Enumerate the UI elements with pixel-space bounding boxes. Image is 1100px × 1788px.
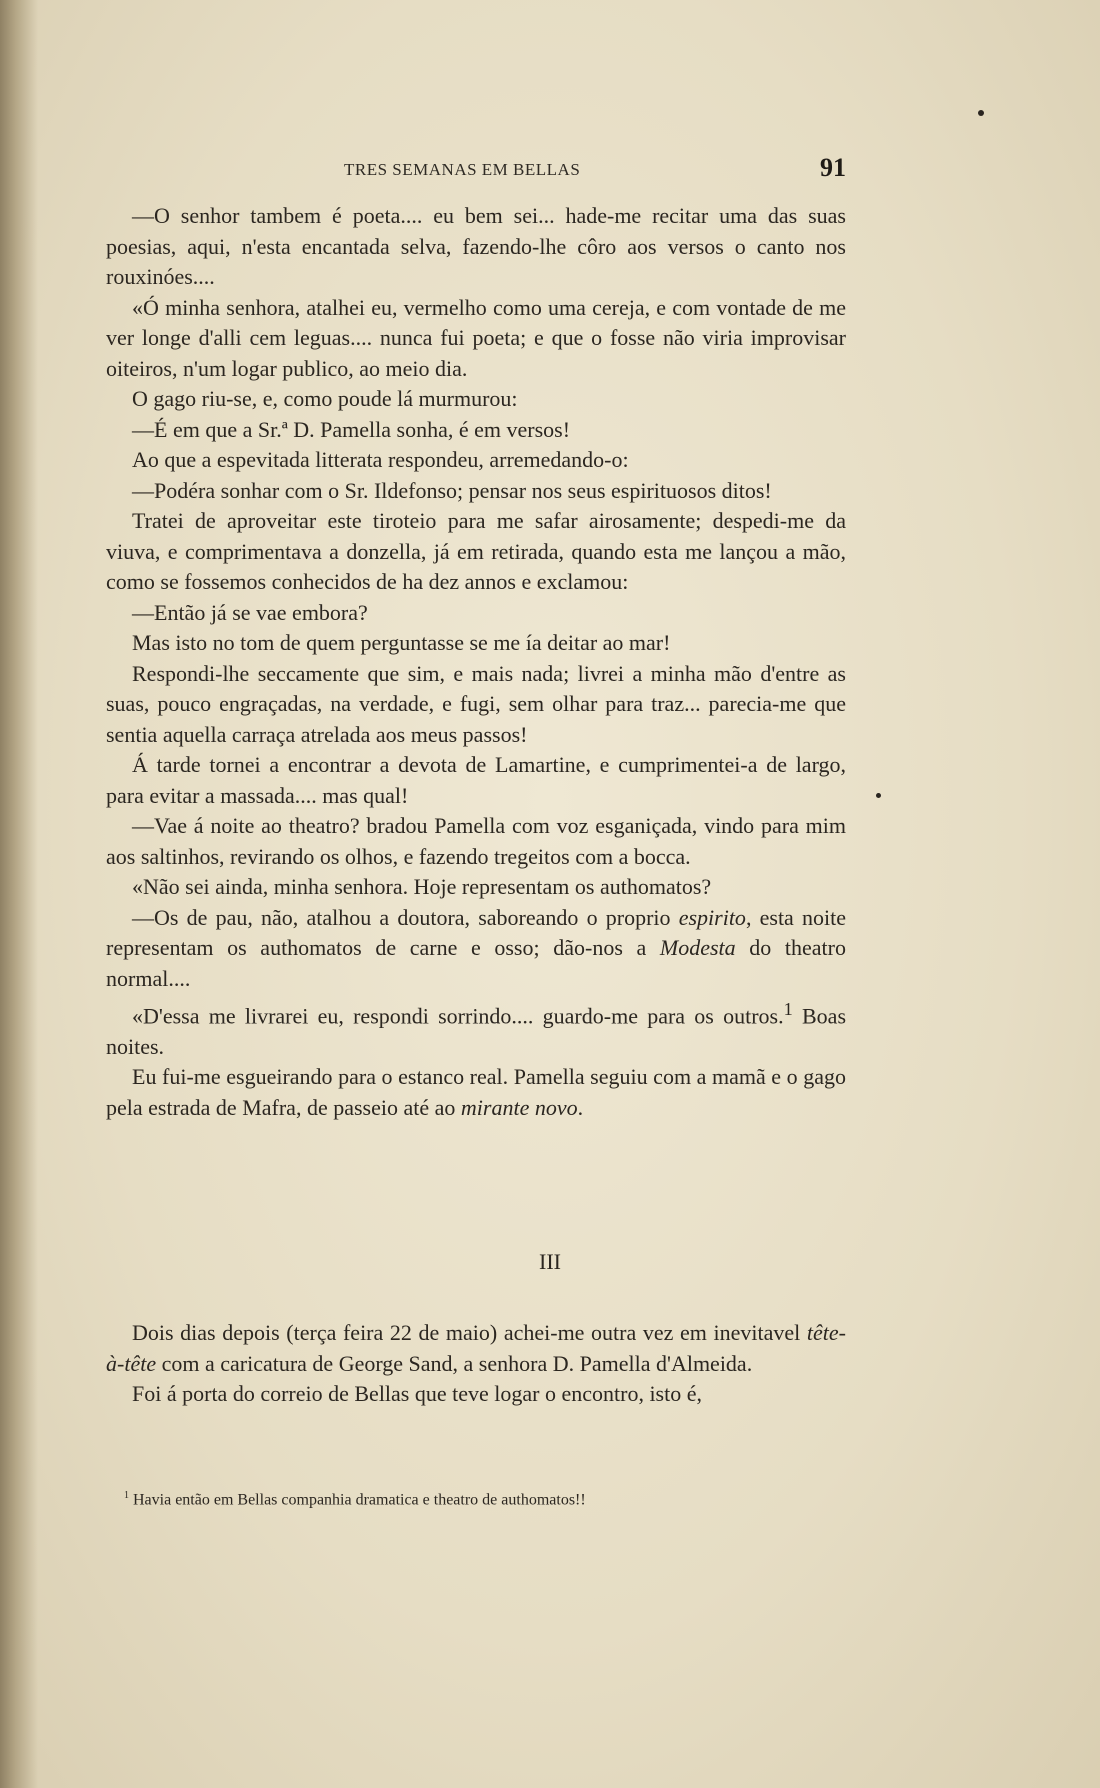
text-run: , esta noite representam os authomatos de carne e osso; dão-nos a [106,904,846,960]
ink-speck [876,793,881,798]
running-title: TRES SEMANAS EM BELLAS [344,160,581,179]
footnote-ref: 1 [783,999,793,1019]
paragraph: «Ó minha senhora, atalhei eu, vermelho como uma cereja, e com vontade de me ver longe d'alli cem leguas.... nunca fui poeta; e que o fosse não viria improvisar oiteiros, n'um logar publico, ao meio dia. [106,294,846,381]
paragraph [106,1062,846,1123]
italic-text: mirante novo [460,1094,578,1120]
footnote-mark: 1 [124,1490,129,1501]
paragraph: —O senhor tambem é poeta.... eu bem sei... hade-me recitar uma das suas poesias, aqui, n'esta encantada selva, fazendo-lhe côro aos versos o canto nos rouxinóes.... [106,203,846,289]
paragraph: —Então já se vae embora? [132,599,368,625]
text-run: —Os de pau, não, atalhou a doutora, saboreando o proprio [132,904,679,930]
paragraph: Respondi-lhe seccamente que sim, e mais nada; livrei a minha mão d'entre as suas, pouco engraçadas, na verdade, e fugi, sem olhar para traz... parecia-me que sentia aquella carraça atrelada aos meus passos! [106,660,846,747]
italic-text: tête-à-tête [106,1320,846,1376]
paragraph: Tratei de aproveitar este tiroteio para me safar airosamente; despedi-me da viuva, e comprimentava a donzella, já em retirada, quando esta me lançou a mão, como se fossemos conhecidos de ha dez annos e exclamou: [106,508,846,594]
text-run: «D'essa me livrarei eu, respondi sorrindo.... guardo-me para os outros. [132,1003,784,1029]
paragraph: O gago riu-se, e, como poude lá murmurou: [132,386,518,411]
footnote-text: Havia então em Bellas companhia dramatica e theatro de authomatos!! [129,1491,586,1509]
paragraph: —Podéra sonhar com o Sr. Ildefonso; pensar nos seus espirituosos ditos! [132,477,772,503]
paragraph: Mas isto no tom de quem perguntasse se me ía deitar ao mar! [132,630,671,655]
text-run: . [577,1094,584,1120]
text-run: com a caricatura de George Sand, a senhora D. Pamella d'Almeida. [156,1350,753,1376]
italic-text: Modesta [659,935,736,960]
text-run: do theatro normal.... [106,935,846,991]
paragraph: Ao que a espevitada litterata respondeu, arremedando-o: [132,447,629,472]
main-text [106,201,846,1123]
footnote [124,1490,844,1509]
paragraph: Á tarde tornei a encontrar a devota de Lamartine, e cumprimentei-a de largo, para evitar a massada.... mas qual! [106,752,846,808]
gutter-shadow [0,0,38,1788]
text-run: Eu fui-me esgueirando para o estanco real. Pamella seguiu com a mamã e o gago pela estrada de Mafra, de passeio até ao [106,1064,846,1120]
text-run: Dois dias depois (terça feira 22 de maio) achei-me outra vez em inevitavel [132,1320,807,1345]
ink-speck [978,110,984,116]
text-run: Boas noites. [106,1003,847,1059]
section-heading: III [539,1249,561,1274]
paragraph: «Não sei ainda, minha senhora. Hoje representam os authomatos? [132,874,712,899]
paragraph [106,1318,846,1379]
paragraph: —Vae á noite ao theatro? bradou Pamella com voz esganiçada, vindo para mim aos saltinhos, revirando os olhos, e fazendo tregeitos com a bocca. [106,813,846,869]
italic-text: espirito [678,904,746,930]
paragraph: Foi á porta do correio de Bellas que teve logar o encontro, isto é, [132,1381,702,1406]
page-number: 91 [820,153,846,182]
paragraph: —É em que a Sr.ª D. Pamella sonha, é em versos! [132,416,571,442]
paragraph [106,994,846,1062]
paragraph [106,903,846,995]
section-text [106,1318,846,1410]
